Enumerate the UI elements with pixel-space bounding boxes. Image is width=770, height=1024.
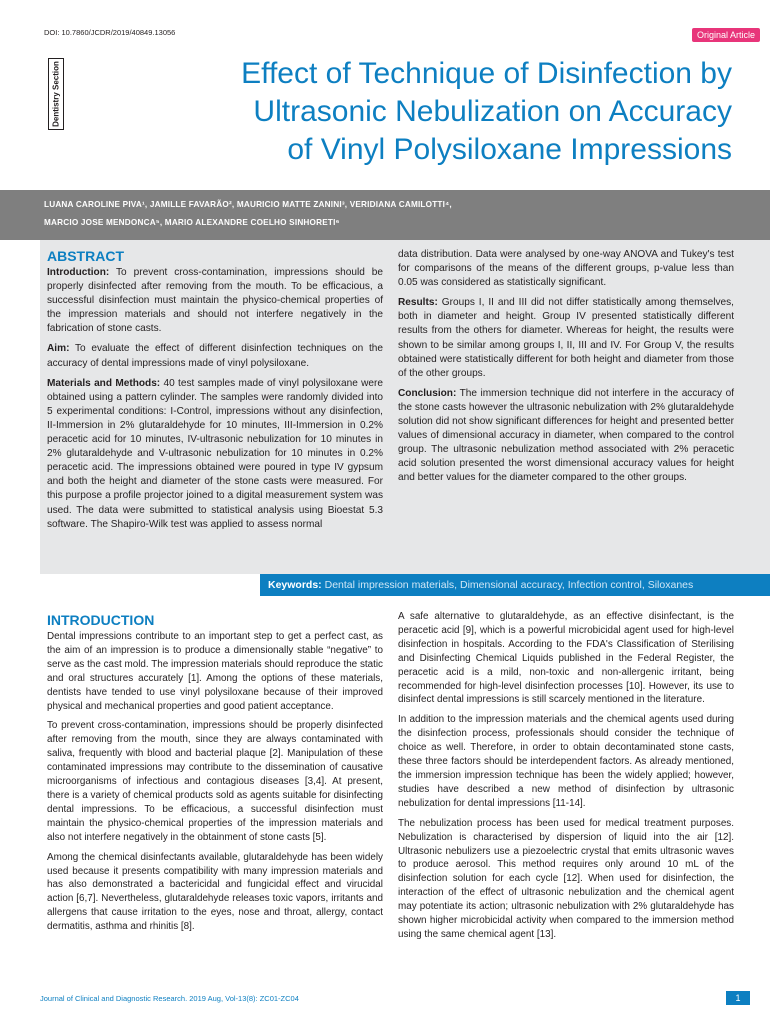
article-type-badge: Original Article — [692, 28, 760, 42]
abstract-aim — [47, 342, 383, 370]
abstract-heading: ABSTRACT — [47, 248, 124, 264]
author-line-2: MARCIO JOSE MENDONCA⁵, MARIO ALEXANDRE COELHO SINHORETI⁶ — [44, 218, 340, 227]
abstract-intro-text: To prevent cross-contamination, impressions should be properly disinfected after removing from the mouth. To be efficacious, a successful disinfection must maintain the physico-chemical properties of the impression materials and should not interfere negatively in the fabrication of stone casts. — [47, 267, 383, 335]
intro-paragraph-4: A safe alternative to glutaraldehyde, as an effective disinfectant, is the peracetic acid [9], which is a powerful microbicidal agent used for high-level disinfection in hospitals. According to the FDA's Classification of Sterilising and Disinfecting Chemical Liquids published in the Federal Register, the peracetic acid is a mild, non-toxic and non-allergenic irritant, being recommended for high-level disinfection processes [10]. However, its use to disinfect dental impressions is still scarcely mentioned in the literature. — [398, 611, 734, 706]
journal-footer: Journal of Clinical and Diagnostic Research. 2019 Aug, Vol-13(8): ZC01-ZC04 — [40, 994, 299, 1003]
body-left-column — [47, 610, 383, 940]
page-number: 1 — [726, 991, 750, 1005]
abstract-intro-label: Introduction: — [47, 267, 110, 278]
keywords-text: Dental impression materials, Dimensional accuracy, Infection control, Siloxanes — [324, 579, 694, 591]
intro-paragraph-6: The nebulization process has been used for medical treatment purposes. Nebulization is characterised by dispersion of liquid into the air [12]. Ultrasonic nebulizers use a piezoelectric crystal that emits ultrasonic waves to produce aerosol. This method requires only around 10 mL of the disinfection solution for each cycle [12]. When used for disinfection, the interaction of the effect of ultrasonic nebulization and the chemical agent may potentiate its action; ultrasonic nebulization with 2% glutaraldehyde has shown higher microbicidal activity when compared to the immersion method using the same chemical agent [13]. — [398, 817, 734, 940]
abstract-conclusion — [398, 387, 734, 486]
abstract-conclusion-label: Conclusion: — [398, 387, 457, 399]
abstract-results-label: Results: — [398, 297, 438, 309]
introduction-heading: INTRODUCTION — [47, 612, 155, 628]
abstract-results-text: Groups I, II and III did not differ statistically among themselves, both in diameter and height. Group IV presented statistically different results from the others for diameter. Whereas for height, the results were shown to be similar among groups I, II, III and IV. For Group V, the results obtained were statistically different for both height and diameter from those of the other groups. — [398, 297, 734, 379]
doi-text: DOI: 10.7860/JCDR/2019/40849.13056 — [44, 28, 176, 37]
abstract-methods — [47, 377, 383, 532]
abstract-introduction — [47, 266, 383, 336]
intro-paragraph-1: Dental impressions contribute to an important step to get a perfect cast, as the aim of an impression is to produce a dimensionally stable “negative” to serve as the cast mold. The impression materials should reproduce the static and oral structures accurately [1]. Among the options of these materials, dentists have tended to use vinyl polysiloxane because of their improved physical and mechanical properties and good patient acceptance. — [47, 631, 383, 712]
author-line-1: LUANA CAROLINE PIVA¹, JAMILLE FAVARÃO², MAURICIO MATTE ZANINI³, VERIDIANA CAMILOTTI⁴, — [44, 200, 452, 209]
article-title — [150, 55, 732, 169]
abstract-conclusion-text: The immersion technique did not interfere in the accuracy of the stone casts however the ultrasonic nebulization with 2% glutaraldehyde solution did not show significant differences for height and presented better values of dimensional accuracy in diameter, when compared to the control group. The ultrasonic nebulization method associated with 2% peracetic acid solution presented the worst dimensional accuracy values for height and better values for the diameter compared to the other groups. — [398, 387, 734, 484]
abstract-methods-continued: data distribution. Data were analysed by one-way ANOVA and Tukey's test for comparisons of the means of the different groups, p-value less than 0.05 was considered as statistically significant. — [398, 249, 734, 289]
keywords-label: Keywords: — [268, 579, 322, 591]
abstract-right-column — [398, 248, 734, 492]
abstract-left-column — [47, 248, 383, 538]
intro-paragraph-3: Among the chemical disinfectants available, glutaraldehyde has been widely used because it presents compatibility with many impression materials and has also demonstrated a bactericidal and fungicidal effect and virucidal action [6,7]. Nevertheless, glutaraldehyde releases toxic vapors, irritants and allergens that cause irritation to the eyes, nose and throat, allergy, contact dermatitis, asthma and rhinitis [8]. — [47, 851, 383, 933]
abstract-aim-label: Aim: — [47, 343, 70, 355]
section-tag — [48, 58, 64, 130]
section-tag-label: Dentistry Section — [51, 61, 61, 127]
body-right-column — [398, 610, 734, 948]
intro-paragraph-2: To prevent cross-contamination, impressions should be properly disinfected after removing from the mouth, since they are always contaminated with saliva, frequently with blood and bacterial plaque [2]. Manipulation of these contaminated impressions may contribute to the dissemination of causative microorganisms of infectious and contagious diseases [3,4]. At present, there is a variety of chemical products sold as agents suitable for disinfecting dental impressions. To be efficacious, a successful disinfection must maintain the physico-chemical properties of the impression materials and also not interfere negatively in the obtainment of stone casts [5]. — [47, 720, 383, 843]
author-list — [44, 196, 544, 232]
abstract-results — [398, 296, 734, 381]
title-line-2: Ultrasonic Nebulization on Accuracy — [253, 95, 732, 128]
abstract-aim-text: To evaluate the effect of different disinfection techniques on the accuracy of dental impressions made of vinyl polysiloxane. — [47, 343, 383, 369]
abstract-methods-text: 40 test samples made of vinyl polysiloxane were obtained using a pattern cylinder. The samples were randomly divided into 5 experimental conditions: I-Control, impressions without any disinfection, II-Immersion in 2% glutaraldehyde for 10 minutes, III-Immersion in 0.2% peracetic acid for 10 minutes, IV-ultrasonic nebulization for 10 minutes in 2% glutaraldehyde and V-ultrasonic nebulization for 10 minutes in 0.2% peracetic acid. The impressions obtained were poured in type IV gypsum and both the height and diameter of the stone casts were measured. For this purpose a profile projector joined to a digital measurement system was used. The data were submitted to statistical analysis using Bioestat 5.3 software. The Shapiro-Wilk test was applied to assess normal — [47, 377, 384, 530]
abstract-methods-label: Materials and Methods: — [47, 377, 161, 389]
title-line-1: Effect of Technique of Disinfection by — [241, 57, 732, 90]
title-line-3: of Vinyl Polysiloxane Impressions — [287, 133, 732, 166]
keywords-bar — [260, 574, 770, 596]
intro-paragraph-5: In addition to the impression materials and the chemical agents used during the disinfection process, professionals should consider the technique of choice as well. Therefore, in order to obtain decontaminated stone casts, these three factors should be interdependent factors. As already mentioned, the immersion impression technique has been the widely applied; however, studies have described a new method of disinfection by ultrasonic nebulization for dental impressions [11-14]. — [398, 714, 734, 809]
